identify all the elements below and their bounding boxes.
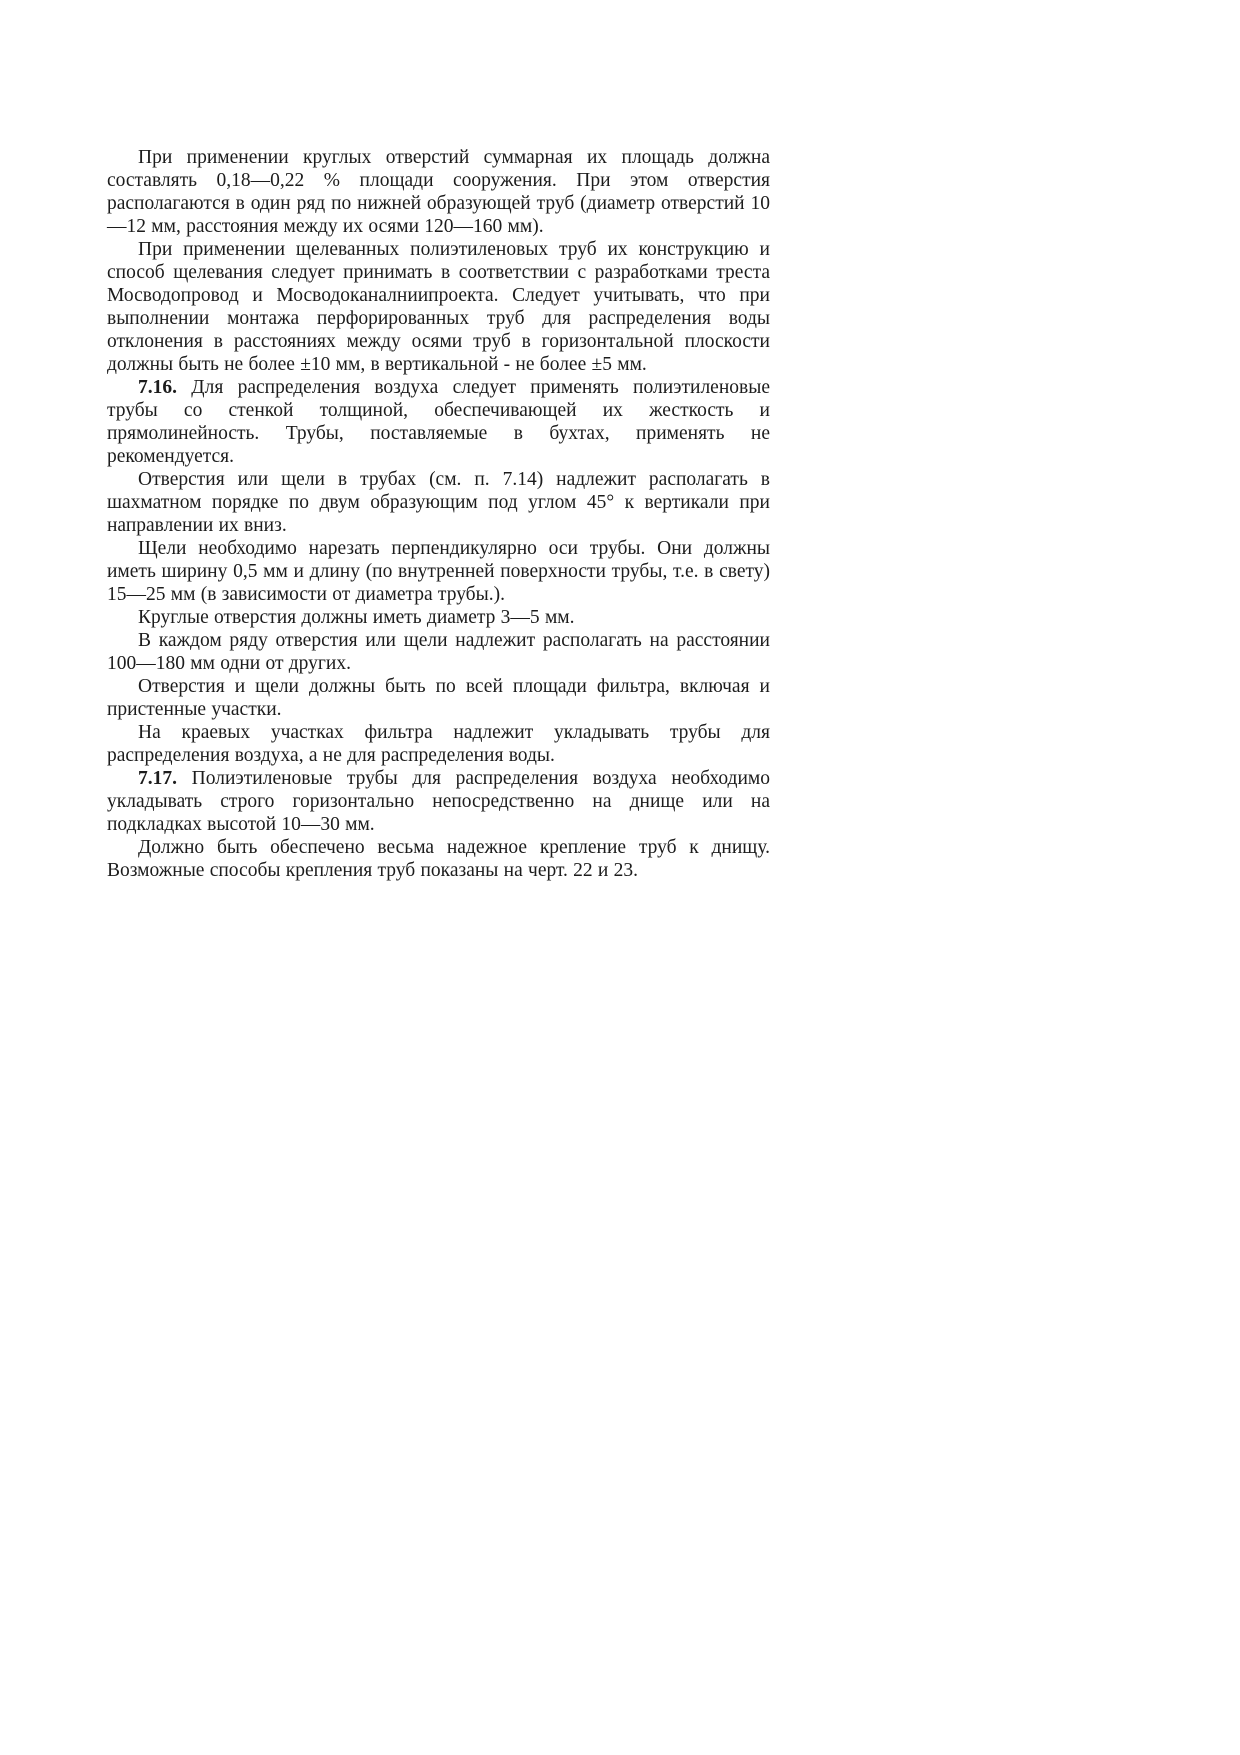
clause-number: 7.16. <box>138 377 177 398</box>
paragraph <box>107 836 770 882</box>
clause-number: 7.17. <box>138 768 177 789</box>
paragraph <box>107 767 770 836</box>
paragraph-text: При применении щелеванных полиэтиленовых труб их конструкцию и способ щелевания следует принимать в соответствии с разработками треста Мосводопровод и Мосводоканалниипроекта. Следует учитывать, что при выполнении монтажа перфорированных труб для распределения воды отклонения в расстояниях между осями труб в горизонтальной плоскости должны быть не более ±10 мм, в вертикальной - не более ±5 мм. <box>107 239 770 375</box>
paragraph-text: При применении круглых отверстий суммарная их площадь должна составлять 0,18—0,22 % площади сооружения. При этом отверстия располагаются в один ряд по нижней образующей труб (диаметр отверстий 10—12 мм, расстояния между их осями 120—160 мм). <box>107 147 770 237</box>
paragraph <box>107 376 770 468</box>
paragraph-text: Отверстия или щели в трубах (см. п. 7.14) надлежит располагать в шахматном порядке по двум образующим под углом 45° к вертикали при направлении их вниз. <box>107 469 770 536</box>
text-column <box>107 146 770 882</box>
paragraph-text: Для распределения воздуха следует применять полиэтиленовые трубы со стенкой толщиной, обеспечивающей их жесткость и прямолинейность. Трубы, поставляемые в бухтах, применять не рекомендуется. <box>107 377 770 467</box>
paragraph-text: Отверстия и щели должны быть по всей площади фильтра, включая и пристенные участки. <box>107 676 770 720</box>
paragraph-text: Щели необходимо нарезать перпендикулярно оси трубы. Они должны иметь ширину 0,5 мм и длину (по внутренней поверхности трубы, т.е. в свету) 15—25 мм (в зависимости от диаметра трубы.). <box>107 538 770 605</box>
paragraph <box>107 468 770 537</box>
paragraph <box>107 675 770 721</box>
paragraph <box>107 606 770 629</box>
paragraph <box>107 146 770 238</box>
paragraph-text: На краевых участках фильтра надлежит укладывать трубы для распределения воздуха, а не для распределения воды. <box>107 722 770 766</box>
paragraph <box>107 721 770 767</box>
paragraph <box>107 629 770 675</box>
paragraph-text: Круглые отверстия должны иметь диаметр 3—5 мм. <box>138 607 575 628</box>
paragraph-text: Полиэтиленовые трубы для распределения воздуха необходимо укладывать строго горизонтально непосредственно на днище или на подкладках высотой 10—30 мм. <box>107 768 771 835</box>
paragraph <box>107 537 770 606</box>
paragraph-text: Должно быть обеспечено весьма надежное крепление труб к днищу. Возможные способы крепления труб показаны на черт. 22 и 23. <box>107 837 770 881</box>
paragraph <box>107 238 770 376</box>
paragraph-text: В каждом ряду отверстия или щели надлежит располагать на расстоянии 100—180 мм одни от других. <box>107 630 770 674</box>
